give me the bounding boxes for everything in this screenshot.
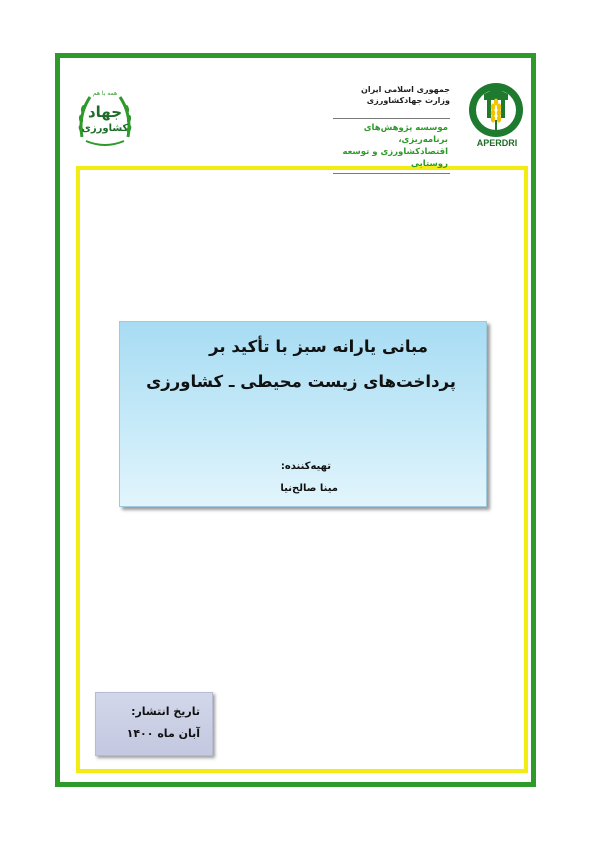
keshavarzi-word: کشاورزی — [81, 123, 129, 134]
publication-date-box — [95, 692, 213, 756]
publication-date: آبان ماه ۱۴۰۰ — [126, 727, 200, 740]
country-name: جمهوری اسلامی ایران — [361, 85, 450, 94]
institute-line-2: اقتصادکشاورزی و توسعه روستایی — [342, 147, 448, 169]
ministry-header — [250, 85, 450, 105]
aperdri-label: APERDRI — [476, 138, 518, 148]
ministry-name: وزارت جهادکشاورزی — [366, 96, 450, 105]
publication-label: تاریخ انتشار: — [131, 705, 200, 718]
author-name: مینا صالح‌نیا — [280, 483, 338, 494]
prepared-by-label: تهیه‌کننده: — [280, 461, 331, 472]
title-box — [119, 321, 487, 507]
jahad-word: جهاد — [87, 103, 123, 121]
aperdri-logo — [462, 80, 530, 146]
institute-name-box — [333, 118, 450, 174]
jahad-slogan: همه با هم — [92, 90, 118, 97]
title-line-2: پرداخت‌های زیست محیطی ـ کشاورزی — [146, 372, 456, 391]
title-line-1: مبانی یارانه سبز با تأکید بر — [209, 337, 428, 356]
institute-line-1: موسسه پژوهش‌های برنامه‌ریزی، — [363, 123, 448, 145]
